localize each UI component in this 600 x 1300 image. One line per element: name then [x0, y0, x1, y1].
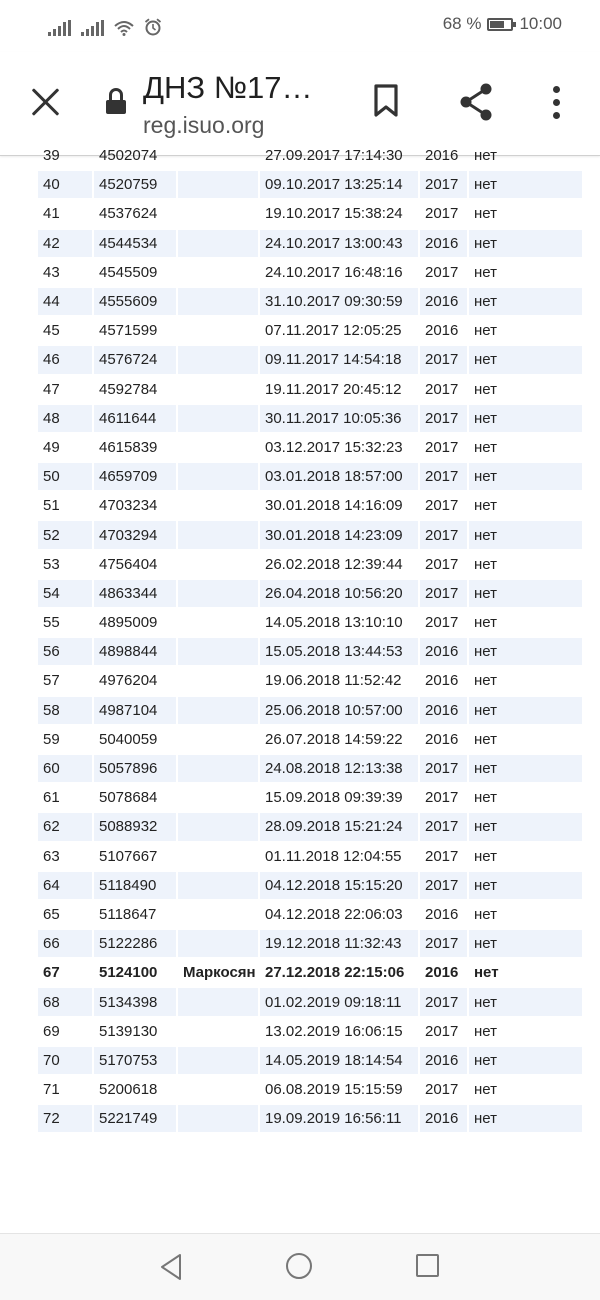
table-row	[38, 901, 582, 928]
birth-year: 2016	[420, 230, 467, 257]
benefit-status: нет	[469, 638, 582, 665]
applicant-name	[178, 317, 258, 344]
application-date: 19.09.2019 16:56:11	[260, 1105, 418, 1132]
birth-year: 2016	[420, 288, 467, 315]
row-number: 39	[43, 147, 60, 165]
benefit-status: нет	[469, 521, 582, 548]
application-id: 4545509	[99, 263, 158, 281]
table-body	[38, 142, 582, 1132]
home-icon[interactable]	[286, 1253, 312, 1279]
application-id: 5057896	[94, 755, 176, 782]
battery-icon	[487, 18, 513, 31]
birth-year: 2017	[420, 405, 467, 432]
application-date: 19.10.2017 15:38:24	[265, 205, 403, 223]
table-row	[38, 843, 582, 870]
application-id: 5118490	[94, 872, 176, 899]
application-date: 09.10.2017 13:25:14	[260, 171, 418, 198]
applicant-name	[178, 697, 258, 724]
application-date: 30.11.2017 10:05:36	[260, 405, 418, 432]
applicant-name	[178, 171, 258, 198]
benefit-status: нет	[474, 964, 499, 982]
table-row	[38, 346, 582, 373]
birth-year: 2017	[425, 1022, 459, 1040]
applicant-name	[178, 755, 258, 782]
benefit-status: нет	[469, 580, 582, 607]
row-number: 46	[38, 346, 92, 373]
back-icon[interactable]	[158, 1253, 184, 1281]
application-date: 26.02.2018 12:39:44	[265, 555, 403, 573]
table-row	[38, 1018, 582, 1045]
benefit-status: нет	[474, 322, 497, 340]
application-id: 5139130	[99, 1022, 158, 1040]
row-number: 53	[43, 555, 60, 573]
row-number: 43	[43, 263, 60, 281]
birth-year: 2017	[420, 930, 467, 957]
birth-year: 2017	[425, 438, 459, 456]
row-number: 49	[43, 438, 60, 456]
row-number: 48	[38, 405, 92, 432]
birth-year: 2017	[420, 171, 467, 198]
row-number: 64	[38, 872, 92, 899]
birth-year: 2017	[420, 463, 467, 490]
application-date: 19.11.2017 20:45:12	[265, 380, 402, 398]
application-date: 07.11.2017 12:05:25	[265, 322, 402, 340]
application-date: 19.06.2018 11:52:42	[265, 672, 402, 690]
status-bar	[0, 0, 600, 52]
application-id: 4576724	[94, 346, 176, 373]
application-id: 4571599	[99, 322, 158, 340]
clock: 10:00	[519, 14, 562, 33]
signal-icon	[81, 20, 104, 36]
application-id: 4615839	[99, 438, 158, 456]
applicant-name	[178, 872, 258, 899]
row-number: 63	[43, 847, 60, 865]
application-id: 4555609	[94, 288, 176, 315]
row-number: 44	[38, 288, 92, 315]
application-id: 5221749	[94, 1105, 176, 1132]
application-date: 15.05.2018 13:44:53	[260, 638, 418, 665]
birth-year: 2017	[420, 580, 467, 607]
birth-year: 2016	[420, 638, 467, 665]
benefit-status: нет	[474, 730, 497, 748]
application-id: 4544534	[94, 230, 176, 257]
applicant-name	[178, 288, 258, 315]
benefit-status: нет	[469, 755, 582, 782]
benefit-status: нет	[469, 872, 582, 899]
birth-year: 2016	[425, 964, 459, 982]
application-date: 28.09.2018 15:21:24	[260, 813, 418, 840]
benefit-status: нет	[474, 147, 497, 165]
benefit-status: нет	[469, 1047, 582, 1074]
application-id: 4537624	[99, 205, 158, 223]
application-id: 4863344	[94, 580, 176, 607]
application-id: 5200618	[99, 1081, 158, 1099]
application-date: 03.12.2017 15:32:23	[265, 438, 403, 456]
application-id: 4976204	[99, 672, 158, 690]
applicant-name	[178, 142, 258, 169]
benefit-status: нет	[469, 346, 582, 373]
application-date: 01.02.2019 09:18:11	[260, 988, 418, 1015]
birth-year: 2017	[420, 988, 467, 1015]
applicant-name	[178, 726, 258, 753]
birth-year: 2017	[420, 872, 467, 899]
application-id: 5124100	[99, 964, 158, 982]
more-vert-icon[interactable]	[553, 86, 561, 120]
applicant-name	[178, 463, 258, 490]
lock-icon[interactable]	[106, 88, 126, 114]
benefit-status: нет	[469, 230, 582, 257]
row-number: 65	[43, 905, 60, 923]
application-id: 4703234	[99, 497, 158, 515]
application-id: 5134398	[94, 988, 176, 1015]
benefit-status: нет	[469, 405, 582, 432]
table-row	[38, 755, 582, 782]
birth-year: 2016	[425, 905, 459, 923]
applicant-name	[178, 346, 258, 373]
application-date: 15.09.2018 09:39:39	[265, 789, 403, 807]
row-number: 42	[38, 230, 92, 257]
application-date: 27.12.2018 22:15:06	[265, 964, 405, 982]
birth-year: 2016	[420, 1047, 467, 1074]
application-id: 4898844	[94, 638, 176, 665]
table-row	[38, 697, 582, 724]
wifi-icon	[114, 20, 134, 36]
birth-year: 2017	[425, 789, 459, 807]
table-row	[38, 405, 582, 432]
benefit-status: нет	[469, 930, 582, 957]
applicant-name: Маркосян	[183, 964, 256, 982]
benefit-status: нет	[469, 1105, 582, 1132]
table-row	[38, 1076, 582, 1103]
status-icons-right	[443, 14, 562, 34]
application-date: 14.05.2019 18:14:54	[260, 1047, 418, 1074]
birth-year: 2016	[420, 1105, 467, 1132]
benefit-status: нет	[474, 555, 497, 573]
application-date: 13.02.2019 16:06:15	[265, 1022, 403, 1040]
birth-year: 2017	[425, 380, 459, 398]
application-date: 30.01.2018 14:23:09	[260, 521, 418, 548]
application-id: 4520759	[94, 171, 176, 198]
birth-year: 2017	[425, 263, 459, 281]
applicant-name	[178, 376, 258, 403]
page-content[interactable]	[0, 147, 600, 1221]
application-id: 5088932	[94, 813, 176, 840]
row-number: 60	[38, 755, 92, 782]
applicant-name	[178, 230, 258, 257]
navigation-bar	[0, 1233, 600, 1300]
row-number: 56	[38, 638, 92, 665]
row-number: 55	[43, 614, 60, 632]
table-row	[38, 813, 582, 840]
applicant-name	[178, 492, 258, 519]
table-row	[38, 609, 582, 636]
row-number: 68	[38, 988, 92, 1015]
application-date: 31.10.2017 09:30:59	[260, 288, 418, 315]
benefit-status: нет	[474, 497, 497, 515]
row-number: 57	[43, 672, 60, 690]
table-row	[38, 638, 582, 665]
application-date: 01.11.2018 12:04:55	[265, 847, 402, 865]
benefit-status: нет	[474, 205, 497, 223]
table-row	[38, 667, 582, 694]
applicant-name	[178, 843, 258, 870]
application-id: 5107667	[99, 847, 158, 865]
row-number: 72	[38, 1105, 92, 1132]
row-number: 59	[43, 730, 60, 748]
application-date: 24.08.2018 12:13:38	[260, 755, 418, 782]
applicant-name	[178, 1047, 258, 1074]
application-id: 5078684	[99, 789, 158, 807]
row-number: 45	[43, 322, 60, 340]
table-row	[38, 551, 582, 578]
benefit-status: нет	[474, 789, 497, 807]
row-number: 40	[38, 171, 92, 198]
table-row	[38, 988, 582, 1015]
application-date: 04.12.2018 22:06:03	[265, 905, 403, 923]
birth-year: 2017	[420, 521, 467, 548]
share-icon[interactable]	[458, 82, 494, 122]
application-date: 27.09.2017 17:14:30	[265, 147, 403, 165]
applicant-name	[178, 930, 258, 957]
application-date: 24.10.2017 13:00:43	[260, 230, 418, 257]
application-id: 5122286	[94, 930, 176, 957]
bookmark-icon[interactable]	[373, 84, 399, 118]
table-row	[38, 317, 582, 344]
applicant-name	[178, 1076, 258, 1103]
applicant-name	[178, 521, 258, 548]
table-row	[38, 784, 582, 811]
benefit-status: нет	[474, 1081, 497, 1099]
table-row	[38, 376, 582, 403]
birth-year: 2017	[420, 346, 467, 373]
row-number: 66	[38, 930, 92, 957]
table-row	[38, 200, 582, 227]
row-number: 51	[43, 497, 60, 515]
table-row	[38, 288, 582, 315]
application-date: 24.10.2017 16:48:16	[265, 263, 403, 281]
birth-year: 2016	[425, 672, 459, 690]
birth-year: 2017	[420, 813, 467, 840]
birth-year: 2017	[425, 497, 459, 515]
row-number: 61	[43, 789, 60, 807]
benefit-status: нет	[469, 171, 582, 198]
table-row	[38, 1105, 582, 1132]
application-date: 06.08.2019 15:15:59	[265, 1081, 403, 1099]
applicant-name	[178, 434, 258, 461]
application-date: 30.01.2018 14:16:09	[265, 497, 403, 515]
birth-year: 2016	[425, 322, 459, 340]
page-title[interactable]: ДНЗ №17…	[143, 70, 313, 105]
table-row	[38, 1047, 582, 1074]
benefit-status: нет	[474, 847, 497, 865]
signal-icon	[48, 20, 71, 36]
close-icon[interactable]	[28, 84, 64, 120]
birth-year: 2016	[420, 697, 467, 724]
benefit-status: нет	[474, 263, 497, 281]
benefit-status: нет	[474, 1022, 497, 1040]
table-row	[38, 230, 582, 257]
application-date: 14.05.2018 13:10:10	[265, 614, 403, 632]
birth-year: 2017	[425, 205, 459, 223]
application-date: 26.07.2018 14:59:22	[265, 730, 403, 748]
application-id: 5170753	[94, 1047, 176, 1074]
application-id: 4703294	[94, 521, 176, 548]
applicant-name	[178, 1018, 258, 1045]
table-row	[38, 492, 582, 519]
birth-year: 2017	[425, 847, 459, 865]
application-date: 26.04.2018 10:56:20	[260, 580, 418, 607]
status-icons-left	[48, 14, 162, 36]
application-date: 03.01.2018 18:57:00	[260, 463, 418, 490]
applicant-name	[178, 200, 258, 227]
table-row	[38, 872, 582, 899]
table-row	[38, 463, 582, 490]
applicant-name	[178, 259, 258, 286]
recents-icon[interactable]	[416, 1254, 439, 1277]
page-url[interactable]: reg.isuo.org	[143, 112, 265, 138]
application-id: 5040059	[99, 730, 158, 748]
applicant-name	[178, 784, 258, 811]
application-id: 4756404	[99, 555, 158, 573]
birth-year: 2017	[425, 1081, 459, 1099]
applicant-name	[178, 1105, 258, 1132]
applicant-name	[178, 813, 258, 840]
row-number: 62	[38, 813, 92, 840]
application-date: 04.12.2018 15:15:20	[260, 872, 418, 899]
applicant-name	[178, 580, 258, 607]
benefit-status: нет	[469, 697, 582, 724]
alarm-icon	[144, 18, 162, 36]
benefit-status: нет	[474, 672, 497, 690]
benefit-status: нет	[469, 288, 582, 315]
birth-year: 2016	[425, 730, 459, 748]
applicant-name	[178, 405, 258, 432]
results-table	[36, 140, 584, 1134]
benefit-status: нет	[474, 380, 497, 398]
applicant-name	[178, 901, 258, 928]
application-id: 4895009	[99, 614, 158, 632]
application-date: 19.12.2018 11:32:43	[260, 930, 418, 957]
applicant-name	[178, 667, 258, 694]
row-number: 67	[43, 964, 60, 982]
table-row	[38, 259, 582, 286]
benefit-status: нет	[469, 463, 582, 490]
benefit-status: нет	[469, 988, 582, 1015]
benefit-status: нет	[474, 905, 497, 923]
application-id: 5118647	[99, 905, 157, 923]
row-number: 50	[38, 463, 92, 490]
application-date: 09.11.2017 14:54:18	[260, 346, 418, 373]
row-number: 69	[43, 1022, 60, 1040]
benefit-status: нет	[474, 614, 497, 632]
applicant-name	[178, 638, 258, 665]
row-number: 58	[38, 697, 92, 724]
row-number: 54	[38, 580, 92, 607]
application-id: 4502074	[99, 147, 158, 165]
applicant-name	[178, 551, 258, 578]
row-number: 47	[43, 380, 60, 398]
row-number: 41	[43, 205, 60, 223]
applicant-name	[178, 988, 258, 1015]
applicant-name	[178, 609, 258, 636]
table-row	[38, 434, 582, 461]
application-id: 4592784	[99, 380, 158, 398]
application-date: 25.06.2018 10:57:00	[260, 697, 418, 724]
battery-percent: 68 %	[442, 14, 482, 33]
application-id: 4987104	[94, 697, 176, 724]
table-row	[38, 959, 582, 986]
table-row	[38, 930, 582, 957]
row-number: 71	[43, 1081, 60, 1099]
table-row	[38, 726, 582, 753]
row-number: 70	[38, 1047, 92, 1074]
application-id: 4611644	[94, 405, 176, 432]
birth-year: 2017	[420, 755, 467, 782]
benefit-status: нет	[469, 813, 582, 840]
table-row	[38, 521, 582, 548]
row-number: 52	[38, 521, 92, 548]
battery-fill	[490, 21, 504, 28]
benefit-status: нет	[474, 438, 497, 456]
table-row	[38, 142, 582, 169]
table-row	[38, 171, 582, 198]
application-id: 4659709	[94, 463, 176, 490]
table-row	[38, 580, 582, 607]
birth-year: 2017	[425, 555, 459, 573]
birth-year: 2016	[425, 147, 459, 165]
birth-year: 2017	[425, 614, 459, 632]
